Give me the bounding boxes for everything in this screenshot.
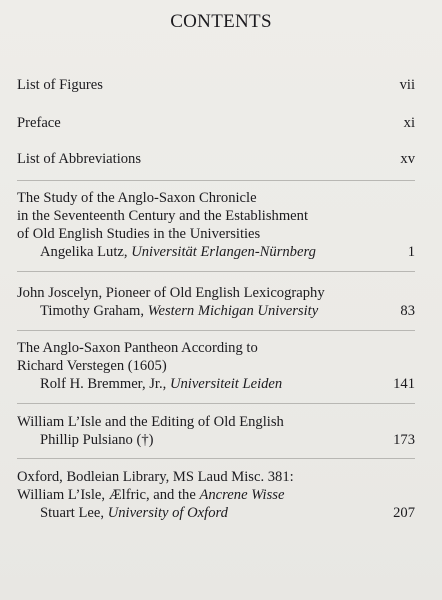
page-number: xv (400, 151, 415, 167)
page-number: 207 (393, 505, 415, 521)
page-number: xi (403, 115, 415, 131)
page-number: vii (399, 77, 415, 93)
chapter-title-line: in the Seventeenth Century and the Establishment (17, 208, 308, 224)
author-name: Rolf H. Bremmer, Jr., (40, 376, 170, 392)
page-number: 141 (393, 376, 415, 392)
toc-entry-list-of-abbreviations[interactable] (17, 150, 415, 168)
author-name: Stuart Lee, (40, 505, 108, 521)
chapter-title-line: Oxford, Bodleian Library, MS Laud Misc. 381: (17, 469, 294, 485)
toc-entry-chapter-3[interactable] (17, 339, 415, 393)
author-affiliation: Western Michigan University (147, 303, 319, 319)
chapter-author (17, 431, 415, 449)
author-name: Phillip Pulsiano (†) (40, 432, 154, 448)
section-divider (17, 458, 415, 459)
chapter-title-line: The Anglo-Saxon Pantheon According to (17, 340, 258, 356)
chapter-title-line: William L’Isle and the Editing of Old English (17, 414, 284, 430)
section-divider (17, 403, 415, 404)
page-number: 173 (393, 432, 415, 448)
chapter-author (17, 302, 415, 320)
author-name: Timothy Graham, (40, 303, 148, 319)
entry-label: List of Figures (17, 77, 103, 93)
chapter-title-line: Richard Verstegen (1605) (17, 358, 167, 374)
toc-entry-preface[interactable] (17, 114, 415, 132)
section-divider (17, 330, 415, 331)
chapter-title-line: John Joscelyn, Pioneer of Old English Lexicography (17, 285, 325, 301)
toc-entry-chapter-4[interactable] (17, 413, 415, 449)
toc-entry-chapter-2[interactable] (17, 284, 415, 320)
chapter-author (17, 243, 415, 261)
title-text: William L’Isle, Ælfric, and the (17, 487, 200, 503)
entry-label: List of Abbreviations (17, 151, 142, 167)
page-title: CONTENTS (170, 11, 272, 32)
entry-label: Preface (17, 115, 61, 131)
toc-entry-chapter-5[interactable] (17, 468, 415, 522)
page-number: 83 (400, 303, 415, 319)
section-divider (17, 271, 415, 272)
chapter-title-line: The Study of the Anglo-Saxon Chronicle (17, 190, 257, 206)
title-italic-text: Ancrene Wisse (199, 487, 285, 503)
author-name: Angelika Lutz, (40, 244, 132, 260)
toc-entry-list-of-figures[interactable] (17, 76, 415, 94)
author-affiliation: Universiteit Leiden (169, 376, 283, 392)
author-affiliation: University of Oxford (107, 505, 228, 521)
page-number: 1 (407, 244, 415, 260)
chapter-title-line: of Old English Studies in the Universities (17, 226, 261, 242)
chapter-title-line (17, 486, 415, 504)
toc-entry-chapter-1[interactable] (17, 189, 415, 261)
chapter-author (17, 375, 415, 393)
section-divider (17, 180, 415, 181)
author-affiliation: Universität Erlangen-Nürnberg (131, 244, 316, 260)
chapter-author (17, 504, 415, 522)
